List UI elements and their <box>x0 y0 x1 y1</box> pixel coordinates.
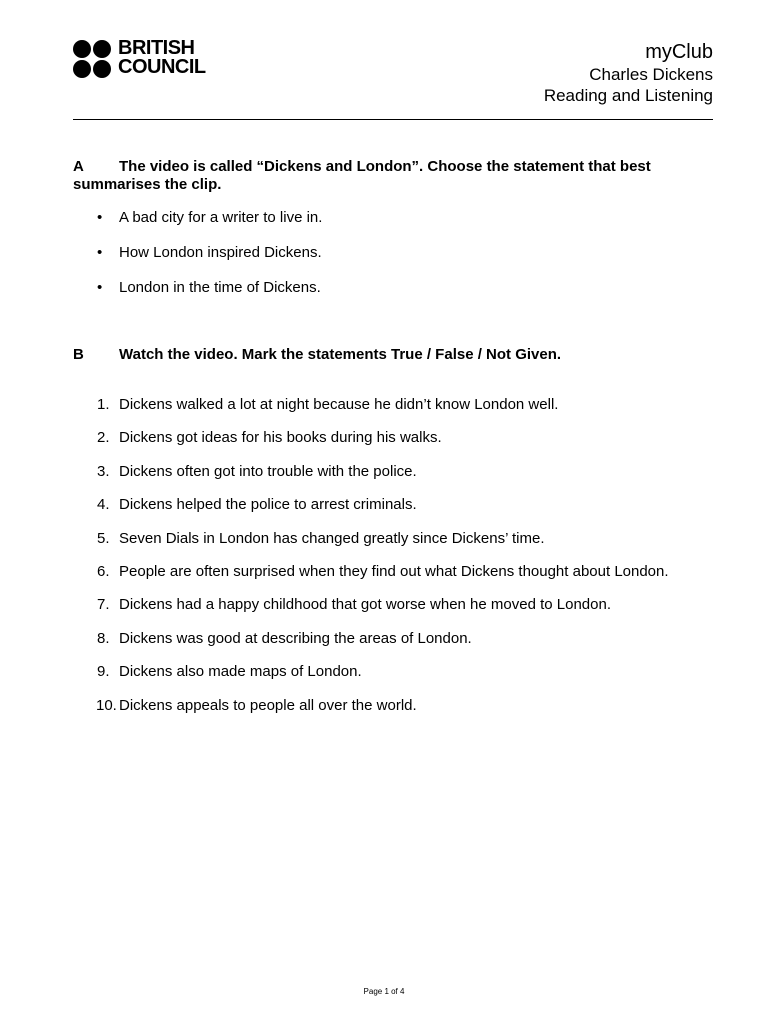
logo-dots-icon <box>73 40 113 80</box>
section-a-options <box>73 209 322 314</box>
british-council-logo <box>73 37 223 80</box>
statement-number: 8. <box>97 629 110 647</box>
header-divider <box>73 119 713 120</box>
bullet-icon: • <box>97 279 103 296</box>
logo-line-2: COUNCIL <box>118 56 206 78</box>
statement-number: 6. <box>97 562 110 580</box>
statement-item <box>73 496 669 514</box>
logo-wordmark <box>118 39 206 77</box>
statement-item <box>73 563 669 581</box>
document-header <box>544 40 713 106</box>
statement-item <box>73 463 669 481</box>
statement-item <box>73 396 669 414</box>
header-subtitle-skill: Reading and Listening <box>543 86 713 105</box>
section-b-instruction: Watch the video. Mark the statements True / False / Not Given. <box>119 346 562 363</box>
statement-text: Dickens walked a lot at night because he didn’t know London well. <box>119 396 559 413</box>
statement-text: Dickens often got into trouble with the police. <box>119 462 417 480</box>
section-a-letter: A <box>73 158 84 175</box>
statement-number: 9. <box>97 663 110 681</box>
statement-item <box>73 429 669 447</box>
statement-item <box>73 697 669 715</box>
statement-number: 5. <box>97 529 110 547</box>
header-subtitle-topic: Charles Dickens <box>589 65 713 84</box>
option-text: How London inspired Dickens. <box>119 244 322 261</box>
statement-item <box>73 596 669 614</box>
statement-text: Dickens was good at describing the areas of London. <box>119 629 472 647</box>
statement-item <box>73 530 669 548</box>
bullet-icon: • <box>97 244 103 261</box>
bullet-icon: • <box>97 209 103 226</box>
statement-text: Seven Dials in London has changed greatly since Dickens’ time. <box>119 529 545 547</box>
section-b-heading <box>73 346 683 364</box>
section-a-heading <box>73 158 683 194</box>
statement-number: 3. <box>97 462 110 480</box>
section-b-statements <box>73 396 669 730</box>
statement-item <box>73 663 669 681</box>
statement-text: Dickens had a happy childhood that got worse when he moved to London. <box>119 596 611 614</box>
section-a-instruction: The video is called “Dickens and London”. Choose the statement that best summarises the clip. <box>73 158 651 193</box>
statement-item <box>73 630 669 648</box>
option-text: A bad city for a writer to live in. <box>119 209 323 226</box>
statement-text: Dickens helped the police to arrest criminals. <box>119 496 417 514</box>
statement-number: 7. <box>97 596 110 614</box>
statement-number: 10. <box>96 696 117 714</box>
logo-line-1: BRITISH <box>118 37 195 59</box>
option-text: London in the time of Dickens. <box>119 279 321 296</box>
option-item <box>73 244 322 262</box>
option-item <box>73 209 322 227</box>
header-title: myClub <box>645 41 713 63</box>
page-number: Page 1 of 4 <box>363 987 405 996</box>
statement-text: Dickens got ideas for his books during his walks. <box>119 429 442 447</box>
statement-number: 2. <box>97 429 110 447</box>
statement-text: Dickens appeals to people all over the world. <box>119 696 417 714</box>
statement-number: 4. <box>97 496 110 514</box>
statement-text: Dickens also made maps of London. <box>119 663 362 681</box>
section-b-letter: B <box>73 346 84 363</box>
option-item <box>73 279 322 297</box>
statement-number: 1. <box>97 396 110 413</box>
statement-text: People are often surprised when they find out what Dickens thought about London. <box>119 562 669 580</box>
